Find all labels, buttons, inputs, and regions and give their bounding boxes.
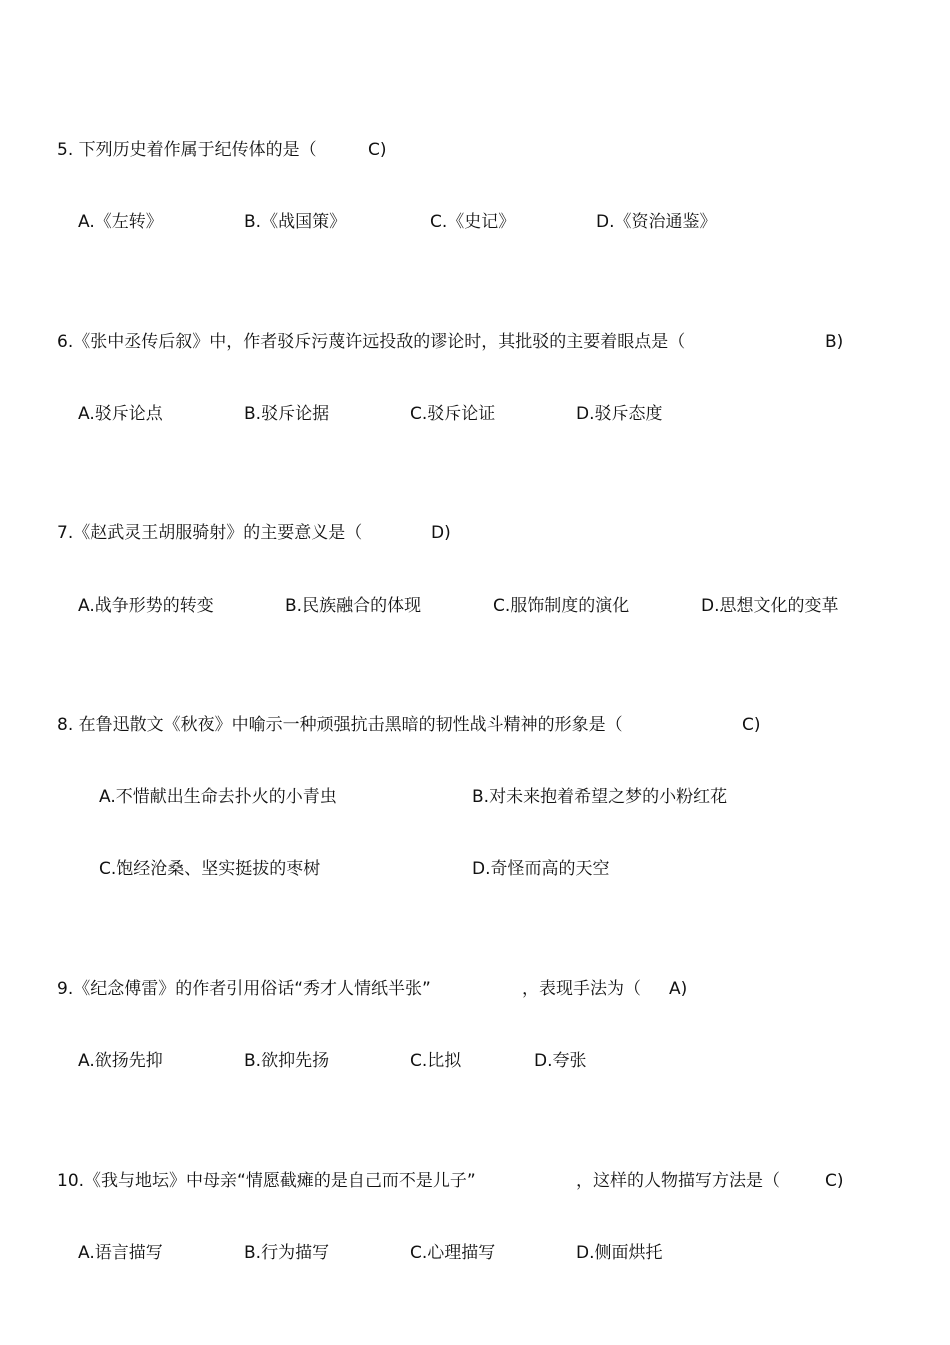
option-d: D.奇怪而高的天空	[472, 859, 610, 879]
question-stem: 8. 在鲁迅散文《秋夜》中喻示一种顽强抗击黑暗的韧性战斗精神的形象是（	[57, 715, 623, 735]
option-a: A.不惜献出生命去扑火的小青虫	[99, 787, 337, 807]
option-b: B.民族融合的体现	[285, 596, 422, 616]
option-b: B.行为描写	[244, 1243, 330, 1263]
question-answer: A)	[669, 979, 688, 999]
option-a: A.《左转》	[78, 212, 163, 232]
option-d: D.驳斥态度	[576, 404, 663, 424]
option-d: D.《资治通鉴》	[596, 212, 717, 232]
option-b: B.驳斥论据	[244, 404, 330, 424]
option-b: B.对未来抱着希望之梦的小粉红花	[472, 787, 728, 807]
question-answer: C)	[368, 140, 387, 160]
option-a: A.欲扬先抑	[78, 1051, 163, 1071]
option-b: B.欲抑先扬	[244, 1051, 330, 1071]
question-answer: C)	[825, 1171, 844, 1191]
option-d: D.思想文化的变革	[701, 596, 839, 616]
option-d: D.夸张	[534, 1051, 587, 1071]
option-b: B.《战国策》	[244, 212, 347, 232]
option-d: D.侧面烘托	[576, 1243, 663, 1263]
question-stem: 6.《张中丞传后叙》中，作者驳斥污蔑许远投敌的谬论时，其批驳的主要着眼点是（	[57, 332, 686, 352]
question-answer: B)	[825, 332, 844, 352]
question-stem: 9.《纪念傅雷》的作者引用俗话“秀才人情纸半张”	[57, 979, 431, 999]
question-stem-tail: ，这样的人物描写方法是（	[576, 1171, 780, 1191]
option-a: A.驳斥论点	[78, 404, 163, 424]
question-stem: 10.《我与地坛》中母亲“情愿截瘫的是自己而不是儿子”	[57, 1171, 476, 1191]
option-a: A.语言描写	[78, 1243, 163, 1263]
option-c: C.驳斥论证	[410, 404, 496, 424]
option-a: A.战争形势的转变	[78, 596, 214, 616]
option-c: C.比拟	[410, 1051, 462, 1071]
question-stem-tail: ，表现手法为（	[522, 979, 641, 999]
question-stem: 5. 下列历史着作属于纪传体的是（	[57, 140, 317, 160]
question-stem: 7.《赵武灵王胡服骑射》的主要意义是（	[57, 523, 363, 543]
question-answer: C)	[742, 715, 761, 735]
option-c: C.饱经沧桑、坚实挺拔的枣树	[99, 859, 321, 879]
option-c: C.服饰制度的演化	[493, 596, 630, 616]
option-c: C.《史记》	[430, 212, 516, 232]
question-answer: D)	[431, 523, 451, 543]
option-c: C.心理描写	[410, 1243, 496, 1263]
